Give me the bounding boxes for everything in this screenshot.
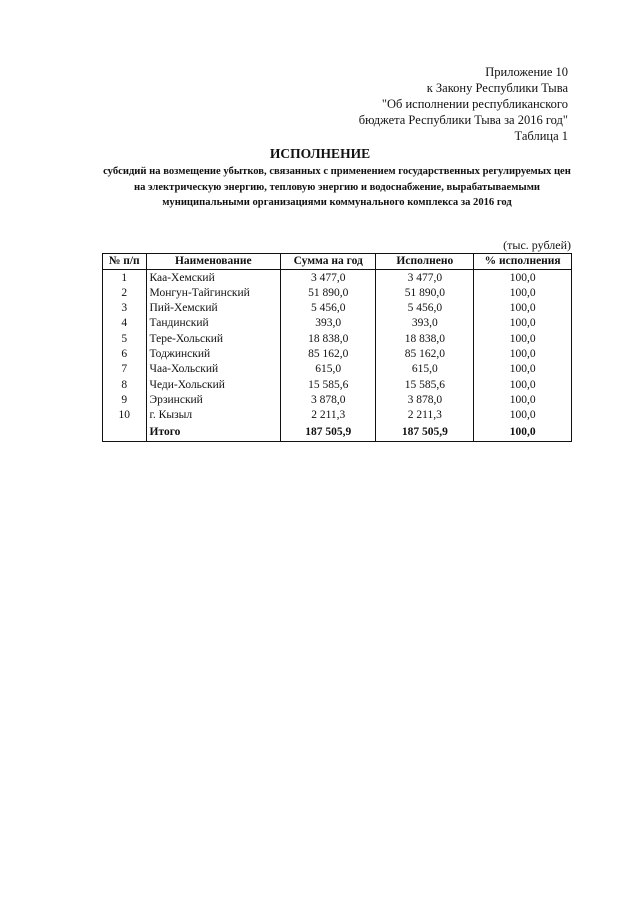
row-annual-sum: 5 456,0 (281, 301, 376, 316)
table-row (103, 346, 572, 361)
appendix-header (359, 64, 568, 144)
row-number: 2 (103, 285, 147, 300)
row-percent: 100,0 (474, 270, 572, 286)
table-row (103, 377, 572, 392)
row-executed: 615,0 (376, 362, 474, 377)
row-name: Эрзинский (146, 392, 281, 407)
row-number: 9 (103, 392, 147, 407)
row-executed: 85 162,0 (376, 346, 474, 361)
row-percent: 100,0 (474, 301, 572, 316)
row-percent: 100,0 (474, 346, 572, 361)
table-body (103, 270, 572, 442)
row-executed: 3 878,0 (376, 392, 474, 407)
row-name: Чеди-Хольский (146, 377, 281, 392)
appendix-line: "Об исполнении республиканского (381, 97, 568, 111)
total-percent: 100,0 (474, 423, 572, 442)
row-annual-sum: 615,0 (281, 362, 376, 377)
row-name: Тандинский (146, 316, 281, 331)
total-executed: 187 505,9 (376, 423, 474, 442)
table-number: Таблица 1 (514, 129, 568, 143)
row-annual-sum: 18 838,0 (281, 331, 376, 346)
total-label: Итого (146, 423, 281, 442)
row-percent: 100,0 (474, 408, 572, 423)
row-name: Тоджинский (146, 346, 281, 361)
table-row (103, 331, 572, 346)
header-executed: Исполнено (376, 254, 474, 270)
total-number (103, 423, 147, 442)
row-percent: 100,0 (474, 392, 572, 407)
header-percent: % исполнения (474, 254, 572, 270)
table-row (103, 285, 572, 300)
row-number: 1 (103, 270, 147, 286)
row-annual-sum: 3 878,0 (281, 392, 376, 407)
row-executed: 51 890,0 (376, 285, 474, 300)
row-executed: 5 456,0 (376, 301, 474, 316)
row-annual-sum: 51 890,0 (281, 285, 376, 300)
appendix-line: Приложение 10 (485, 65, 568, 79)
row-executed: 393,0 (376, 316, 474, 331)
row-executed: 3 477,0 (376, 270, 474, 286)
row-number: 8 (103, 377, 147, 392)
table-row (103, 408, 572, 423)
table-row (103, 362, 572, 377)
row-number: 7 (103, 362, 147, 377)
row-percent: 100,0 (474, 377, 572, 392)
header-name: Наименование (146, 254, 281, 270)
row-annual-sum: 2 211,3 (281, 408, 376, 423)
units-label: (тыс. рублей) (503, 238, 571, 252)
document-title: ИСПОЛНЕНИЕ (269, 146, 371, 161)
table-header-row (103, 254, 572, 270)
row-name: Пий-Хемский (146, 301, 281, 316)
row-executed: 18 838,0 (376, 331, 474, 346)
row-annual-sum: 393,0 (281, 316, 376, 331)
row-executed: 15 585,6 (376, 377, 474, 392)
row-number: 3 (103, 301, 147, 316)
row-annual-sum: 85 162,0 (281, 346, 376, 361)
table-total-row (103, 423, 572, 442)
row-number: 5 (103, 331, 147, 346)
header-number: № п/п (103, 254, 147, 270)
row-number: 10 (103, 408, 147, 423)
row-name: Тере-Хольский (146, 331, 281, 346)
row-percent: 100,0 (474, 316, 572, 331)
header-annual-sum: Сумма на год (281, 254, 376, 270)
table-row (103, 270, 572, 286)
table-row (103, 316, 572, 331)
table-row (103, 392, 572, 407)
row-name: Чаа-Хольский (146, 362, 281, 377)
row-name: Каа-Хемский (146, 270, 281, 286)
appendix-line: к Закону Республики Тыва (426, 81, 568, 95)
row-number: 6 (103, 346, 147, 361)
row-annual-sum: 15 585,6 (281, 377, 376, 392)
row-percent: 100,0 (474, 362, 572, 377)
document-subtitle: субсидий на возмещение убытков, связанных с применением государственных регулируемых цен на электрическую энергию, тепловую энергию и водоснабжение, вырабатываемыми муниципальными организациями коммунального комплекса за 2016 год (103, 166, 571, 208)
row-name: г. Кызыл (146, 408, 281, 423)
row-percent: 100,0 (474, 285, 572, 300)
row-percent: 100,0 (474, 331, 572, 346)
total-annual-sum: 187 505,9 (281, 423, 376, 442)
row-name: Монгун-Тайгинский (146, 285, 281, 300)
row-annual-sum: 3 477,0 (281, 270, 376, 286)
appendix-line: бюджета Республики Тыва за 2016 год" (358, 113, 568, 127)
row-executed: 2 211,3 (376, 408, 474, 423)
row-number: 4 (103, 316, 147, 331)
execution-table (102, 253, 572, 442)
table-row (103, 301, 572, 316)
